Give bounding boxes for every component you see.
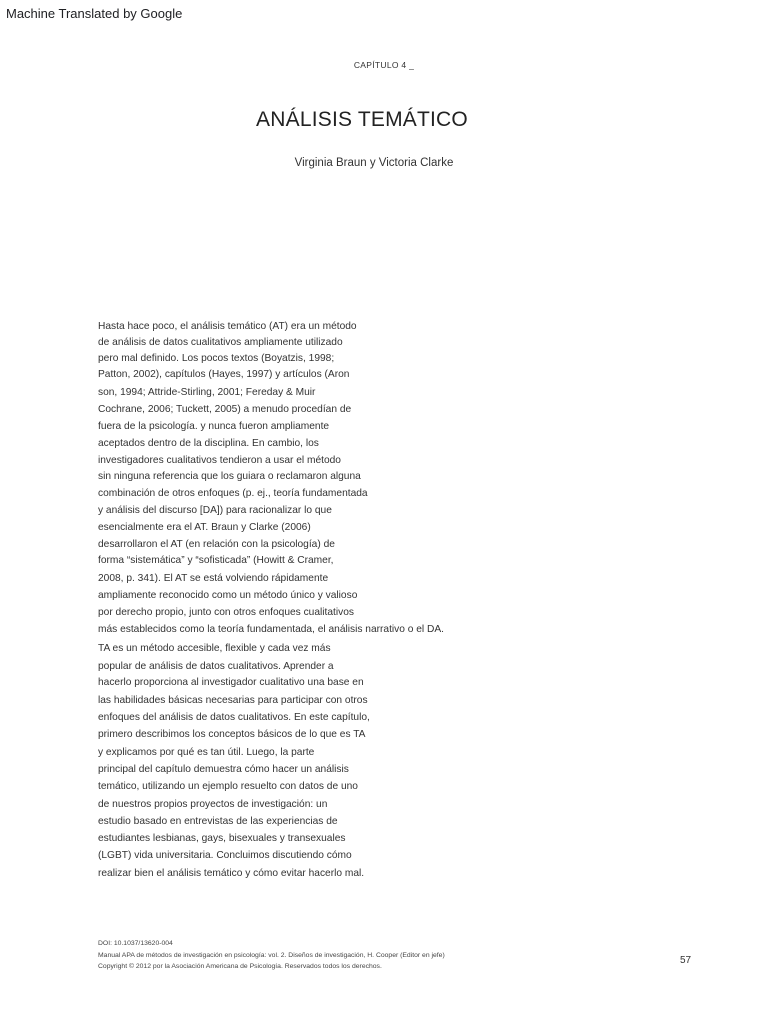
text-line: enfoques del análisis de datos cualitativos. En este capítulo, [98,712,370,723]
text-line: fuera de la psicología. y nunca fueron ampliamente [98,421,330,432]
text-line: combinación de otros enfoques (p. ej., teoría fundamentada [98,488,368,499]
text-line: sin ninguna referencia que los guiara o reclamaron alguna [98,471,361,482]
machine-translated-banner: Machine Translated by Google [6,6,183,21]
text-line: son, 1994; Attride-Stirling, 2001; Fereday & Muir [98,387,316,398]
text-line: hacerlo proporciona al investigador cualitativo una base en [98,677,364,688]
text-line: 2008, p. 341). El AT se está volviendo rápidamente [98,573,329,584]
text-line: forma “sistemática” y “sofisticada” (Howitt & Cramer, [98,555,334,566]
text-line: por derecho propio, junto con otros enfoques cualitativos [98,607,354,618]
text-line: principal del capítulo demuestra cómo hacer un análisis [98,764,349,775]
text-line: estudiantes lesbianas, gays, bisexuales y transexuales [98,833,346,844]
footer-manual: Manual APA de métodos de investigación en psicología: vol. 2. Diseños de investigación, H. Cooper (Editor en jefe) [98,951,445,959]
text-line: desarrollaron el AT (en relación con la psicología) de [98,539,335,550]
text-line: realizar bien el análisis temático y cómo evitar hacerlo mal. [98,868,365,879]
text-line: primero describimos los conceptos básicos de lo que es TA [98,729,366,740]
text-line: esencialmente era el AT. Braun y Clarke (2006) [98,522,311,533]
text-line: temático, utilizando un ejemplo resuelto con datos de uno [98,781,358,792]
text-line: y análisis del discurso [DA]) para racionalizar lo que [98,505,332,516]
text-line: Patton, 2002), capítulos (Hayes, 1997) y artículos (Aron [98,369,350,380]
text-line: estudio basado en entrevistas de las experiencias de [98,816,338,827]
text-line: de análisis de datos cualitativos ampliamente utilizado [98,337,343,348]
text-line: Cochrane, 2006; Tuckett, 2005) a menudo procedían de [98,404,352,415]
text-line: aceptados dentro de la disciplina. En cambio, los [98,438,319,449]
authors: Virginia Braun y Victoria Clarke [294,157,454,169]
page-title: ANÁLISIS TEMÁTICO [256,108,468,131]
text-line: de nuestros propios proyectos de investigación: un [98,799,328,810]
text-line: pero mal definido. Los pocos textos (Boyatzis, 1998; [98,353,335,364]
footer-copyright: Copyright © 2012 por la Asociación Americana de Psicología. Reservados todos los derechos. [98,963,382,970]
text-line: investigadores cualitativos tendieron a usar el método [98,455,341,466]
text-line: (LGBT) vida universitaria. Concluimos discutiendo cómo [98,850,352,861]
text-line: ampliamente reconocido como un método único y valioso [98,590,358,601]
footer-doi: DOI: 10.1037/13620-004 [98,940,173,947]
footer [98,938,445,973]
page-number: 57 [680,955,692,966]
chapter-label: CAPÍTULO 4 _ [353,60,415,70]
text-line: más establecidos como la teoría fundamentada, el análisis narrativo o el DA. [98,624,444,635]
text-line: popular de análisis de datos cualitativos. Aprender a [98,661,334,672]
text-line: TA es un método accesible, flexible y cada vez más [98,643,331,654]
text-line: y explicamos por qué es tan útil. Luego, la parte [98,747,315,758]
text-line: Hasta hace poco, el análisis temático (AT) era un método [98,321,357,332]
text-line: las habilidades básicas necesarias para participar con otros [98,695,368,706]
